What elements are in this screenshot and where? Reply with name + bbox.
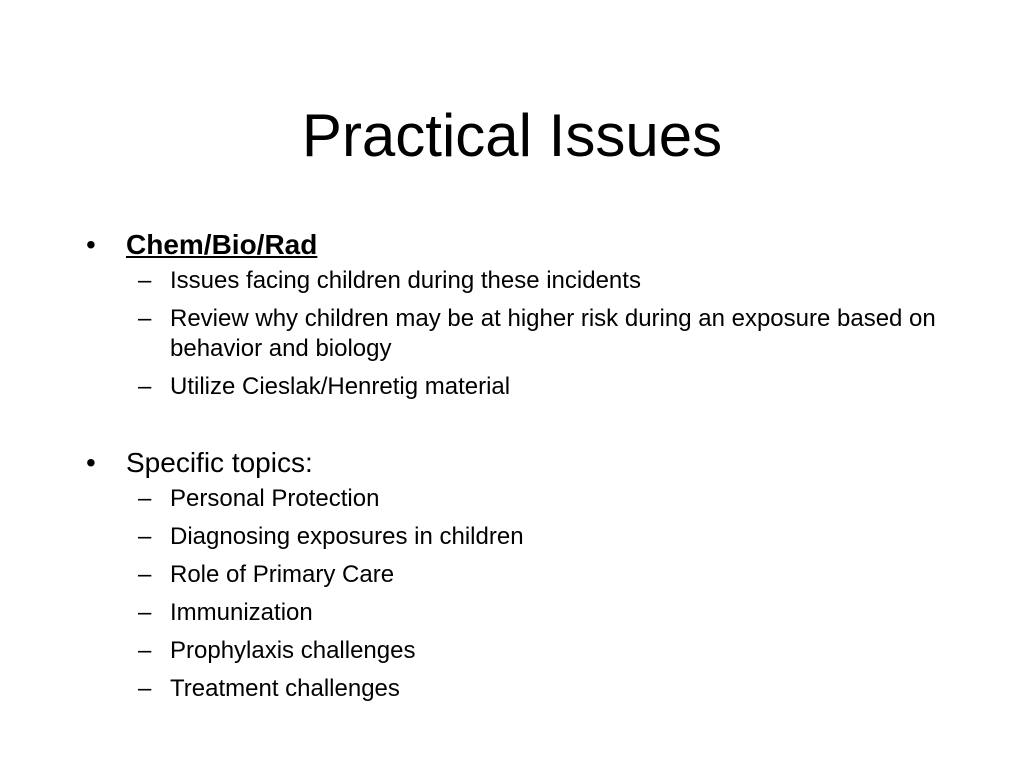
slide-content — [86, 228, 966, 712]
sub-item-text: Issues facing children during these incidents — [170, 267, 641, 294]
sub-item-text: Prophylaxis challenges — [170, 637, 416, 664]
sub-item — [86, 598, 966, 628]
sub-item — [86, 266, 966, 296]
sub-item — [86, 636, 966, 666]
sub-item — [86, 674, 966, 704]
sub-item-text: Review why children may be at higher risk during an exposure based on behavior and biology — [170, 305, 936, 362]
dash-icon: – — [138, 599, 152, 626]
bullet-heading: Chem/Bio/Rad — [126, 229, 318, 260]
sub-item-text: Treatment challenges — [170, 675, 400, 702]
dash-icon: – — [138, 561, 152, 588]
bullet-chem-bio-rad — [86, 228, 966, 262]
sub-item-text: Utilize Cieslak/Henretig material — [170, 373, 511, 400]
bullet-dot-icon: • — [86, 447, 96, 478]
sub-item-text: Diagnosing exposures in children — [170, 523, 524, 550]
sublist-chem-bio-rad — [86, 266, 966, 402]
dash-icon: – — [138, 637, 152, 664]
sub-item — [86, 484, 966, 514]
section-chem-bio-rad — [86, 228, 966, 402]
sub-item — [86, 522, 966, 552]
sub-item-text: Immunization — [170, 599, 313, 626]
bullet-heading: Specific topics: — [126, 447, 313, 478]
dash-icon: – — [138, 523, 152, 550]
sub-item-text: Personal Protection — [170, 485, 380, 512]
sublist-specific-topics — [86, 484, 966, 704]
section-specific-topics — [86, 446, 966, 704]
section-spacer — [86, 410, 966, 446]
dash-icon: – — [138, 675, 152, 702]
dash-icon: – — [138, 267, 152, 294]
sub-item — [86, 372, 966, 402]
slide-title: Practical Issues — [301, 102, 723, 169]
sub-item — [86, 560, 966, 590]
dash-icon: – — [138, 305, 152, 332]
sub-item-text: Role of Primary Care — [170, 561, 395, 588]
bullet-specific-topics — [86, 446, 966, 480]
dash-icon: – — [138, 485, 152, 512]
sub-item — [86, 304, 966, 364]
bullet-dot-icon: • — [86, 229, 96, 260]
dash-icon: – — [138, 373, 152, 400]
